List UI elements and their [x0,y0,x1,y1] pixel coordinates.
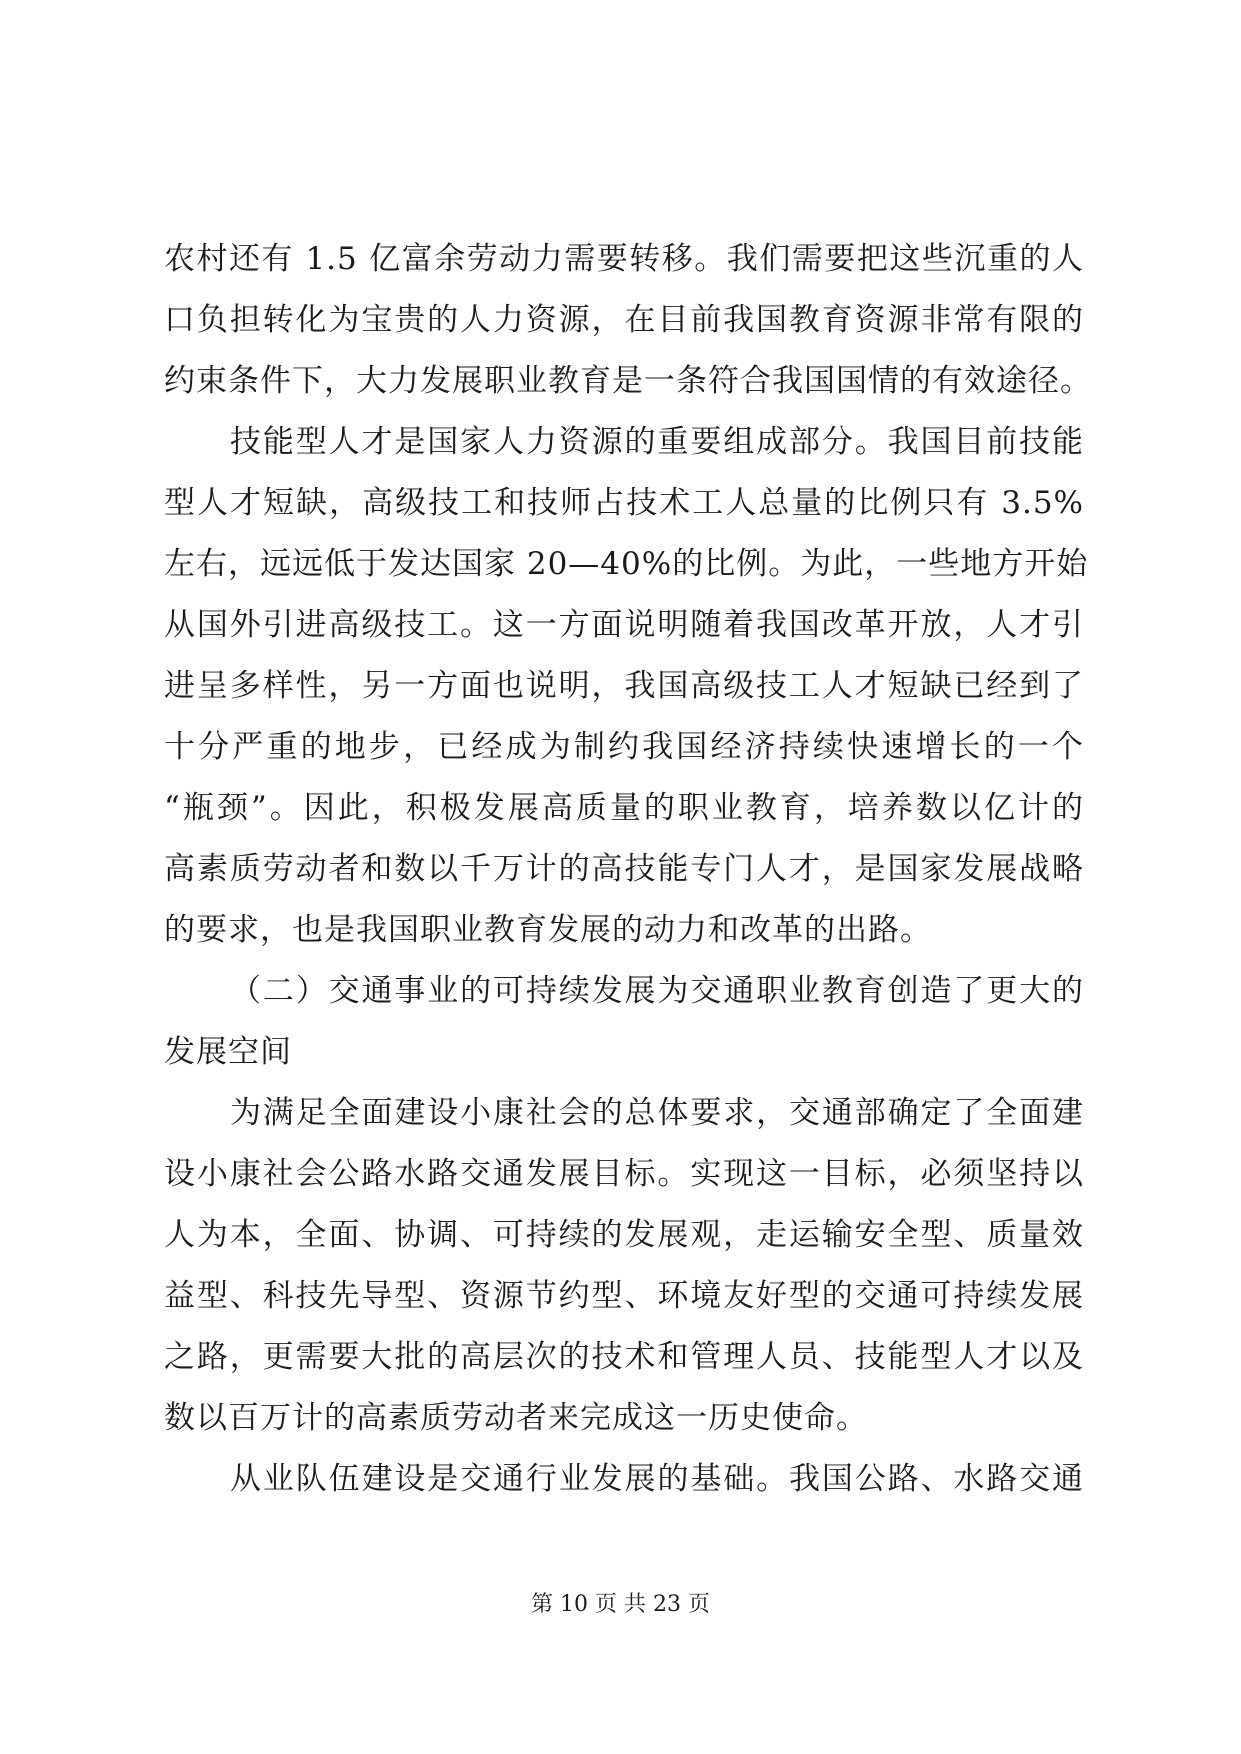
text-line: 农村还有 1.5 亿富余劳动力需要转移。我们需要把这些沉重的人 [164,241,1084,277]
text-line: 设小康社会公路水路交通发展目标。实现这一目标，必须坚持以 [164,1156,1084,1192]
text-line: 高素质劳动者和数以千万计的高技能专门人才，是国家发展战略 [164,851,1084,887]
document-body [164,229,1092,1510]
text-line: 发展空间 [164,1034,292,1070]
text-line: （二）交通事业的可持续发展为交通职业教育创造了更大的 [230,973,1084,1009]
text-line: 之路，更需要大批的高层次的技术和管理人员、技能型人才以及 [164,1339,1084,1375]
text-line: 为满足全面建设小康社会的总体要求，交通部确定了全面建 [230,1095,1084,1131]
text-line: 数以百万计的高素质劳动者来完成这一历史使命。 [164,1400,868,1436]
text-line: 十分严重的地步，已经成为制约我国经济持续快速增长的一个 [164,729,1084,765]
page-footer: 第 10 页 共 23 页 [531,1592,710,1617]
text-line: 进呈多样性，另一方面也说明，我国高级技工人才短缺已经到了 [164,668,1084,704]
text-line: 人为本，全面、协调、可持续的发展观，走运输安全型、质量效 [164,1217,1084,1253]
text-line: “瓶颈”。因此，积极发展高质量的职业教育，培养数以亿计的 [164,790,1084,826]
text-line: 约束条件下，大力发展职业教育是一条符合我国国情的有效途径。 [164,363,1092,399]
text-line: 从业队伍建设是交通行业发展的基础。我国公路、水路交通 [230,1461,1084,1497]
text-line: 口负担转化为宝贵的人力资源，在目前我国教育资源非常有限的 [164,302,1084,338]
text-line: 技能型人才是国家人力资源的重要组成部分。我国目前技能 [230,424,1084,460]
text-line: 的要求，也是我国职业教育发展的动力和改革的出路。 [164,912,932,948]
text-line: 益型、科技先导型、资源节约型、环境友好型的交通可持续发展 [164,1278,1084,1314]
text-line: 左右，远远低于发达国家 20—40%的比例。为此，一些地方开始 [164,546,1089,582]
text-line: 从国外引进高级技工。这一方面说明随着我国改革开放，人才引 [164,607,1084,643]
text-line: 型人才短缺，高级技工和技师占技术工人总量的比例只有 3.5% [164,485,1084,521]
